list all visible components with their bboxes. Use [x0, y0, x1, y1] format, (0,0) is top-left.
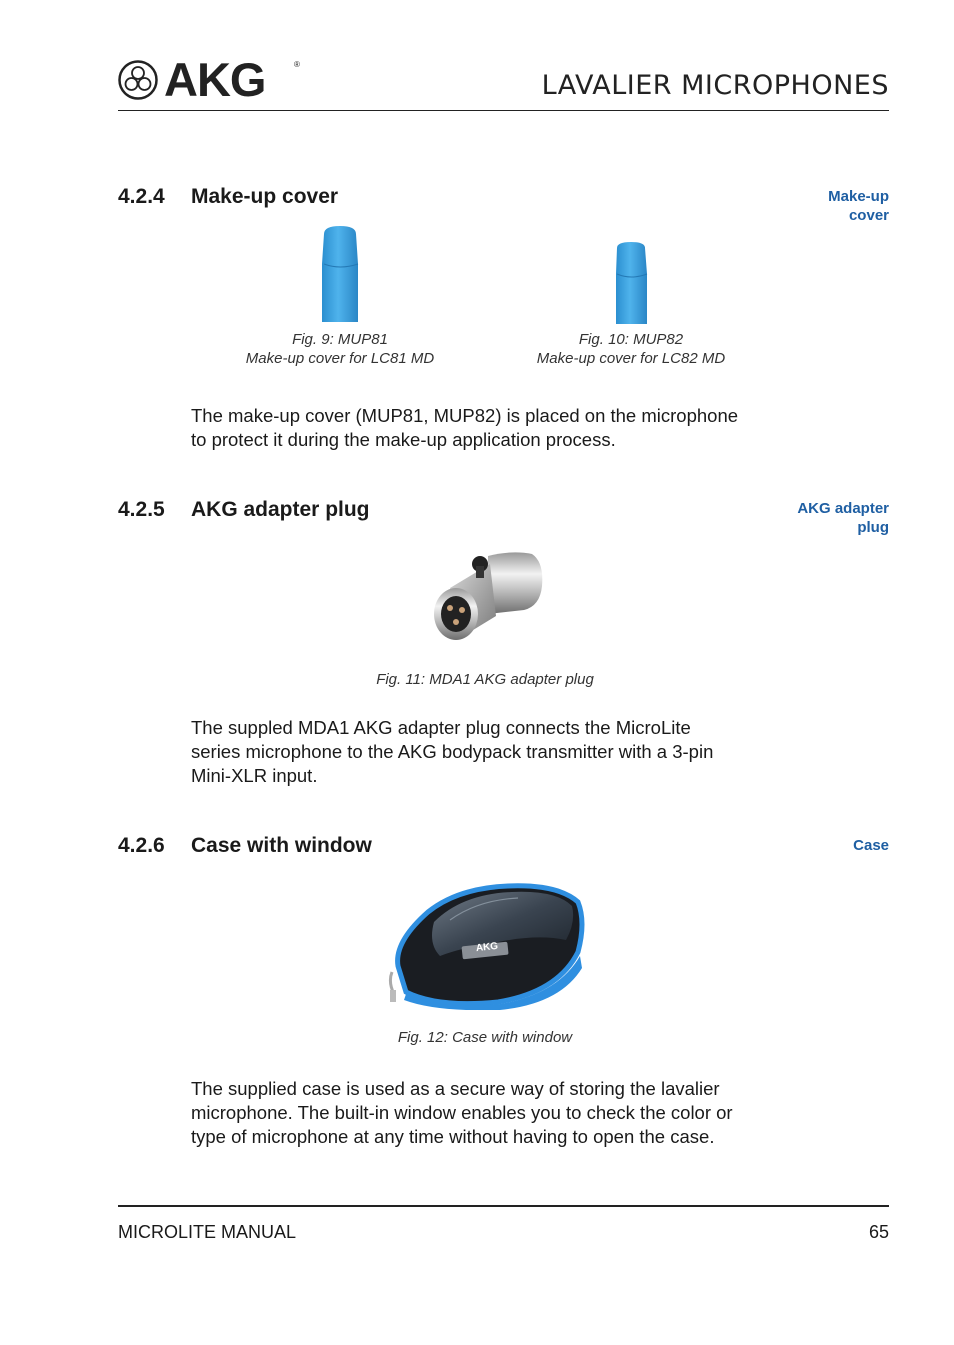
body-line: The suppled MDA1 AKG adapter plug connects the MicroLite: [191, 717, 691, 738]
figure-caption: Fig. 12: Case with window: [397, 1029, 573, 1046]
case-with-window-image: [388, 882, 588, 1010]
mup82-makeup-cover-image: [612, 240, 650, 326]
page-title: LAVALIER MICROPHONES: [541, 70, 889, 101]
case-akg-logo: AKG: [475, 940, 499, 955]
section-heading: Case with window: [191, 834, 372, 857]
body-line: microphone. The built-in window enables you to check the color or: [191, 1102, 733, 1123]
section-number: 4.2.6: [118, 834, 165, 857]
body-paragraph: [191, 404, 781, 452]
mda1-adapter-plug-image: [428, 548, 546, 644]
logo-text: AKG: [164, 53, 266, 106]
body-paragraph: [191, 1077, 781, 1149]
body-line: The supplied case is used as a secure way of storing the lavalier: [191, 1078, 720, 1099]
body-line: type of microphone at any time without having to open the case.: [191, 1126, 715, 1147]
section-heading: Make-up cover: [191, 185, 339, 208]
caption-line: Make-up cover for LC81 MD: [245, 350, 435, 367]
page-number: 65: [868, 1222, 889, 1242]
figure-caption: [520, 330, 742, 368]
margin-label: [749, 499, 889, 537]
footer-manual-title: MICROLITE MANUAL: [118, 1222, 297, 1242]
body-line: The make-up cover (MUP81, MUP82) is placed on the microphone: [191, 405, 739, 426]
figure-caption: Fig. 11: MDA1 AKG adapter plug: [376, 671, 594, 688]
caption-line: Make-up cover for LC82 MD: [536, 350, 726, 367]
logo-registered-mark: ®: [294, 60, 300, 69]
mup81-makeup-cover-image: [318, 224, 362, 324]
body-line: series microphone to the AKG bodypack transmitter with a 3-pin: [191, 741, 714, 762]
section-number: 4.2.4: [118, 185, 165, 208]
body-line: to protect it during the make-up application process.: [191, 429, 616, 450]
figure-caption: [230, 330, 450, 368]
margin-label: [749, 836, 889, 855]
footer-divider: [118, 1205, 889, 1207]
margin-label-line: Make-up: [828, 188, 889, 205]
section-heading: AKG adapter plug: [191, 498, 370, 521]
caption-line: Fig. 10: MUP82: [578, 331, 684, 348]
margin-label-line: plug: [857, 519, 889, 536]
margin-label-line: AKG adapter: [797, 500, 889, 517]
akg-emblem-icon: [118, 60, 158, 100]
body-paragraph: [191, 716, 781, 788]
akg-logo: [118, 53, 300, 106]
margin-label-line: Case: [853, 837, 889, 854]
caption-line: Fig. 9: MUP81: [292, 331, 388, 348]
body-line: Mini-XLR input.: [191, 765, 318, 786]
header-divider: [118, 110, 889, 111]
margin-label-line: cover: [848, 207, 889, 224]
margin-label: [749, 187, 889, 225]
section-number: 4.2.5: [118, 498, 165, 521]
